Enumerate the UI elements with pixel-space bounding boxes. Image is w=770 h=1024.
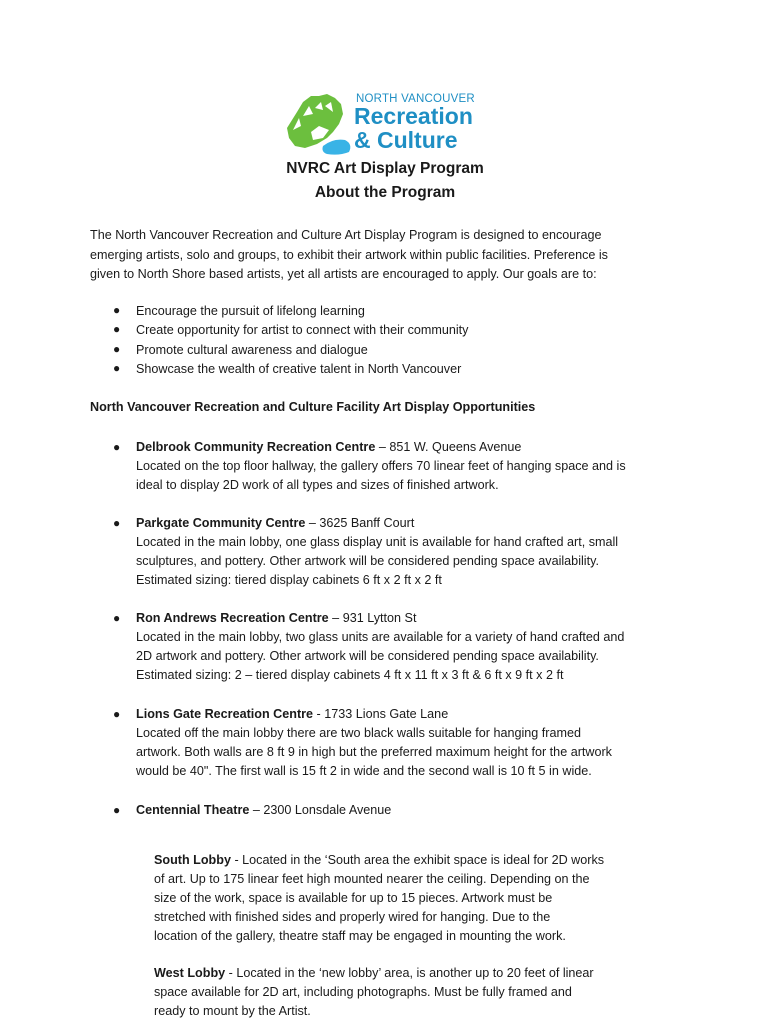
space-description-line: size of the work, space is available for up to 15 pieces. Artwork must be xyxy=(154,891,553,905)
space-name: West Lobby xyxy=(154,966,226,980)
logo-text-north-vancouver: NORTH VANCOUVER xyxy=(356,93,475,105)
facility-description-line: Located off the main lobby there are two black walls suitable for hanging framed xyxy=(136,726,582,740)
facility-address: – 2300 Lonsdale Avenue xyxy=(249,803,392,817)
intro-line: emerging artists, solo and groups, to exhibit their artwork within public facilities. Preference is xyxy=(90,247,608,262)
bullet-icon: ● xyxy=(113,361,121,375)
space-description-line: ready to mount by the Artist. xyxy=(154,1004,311,1018)
bullet-icon: ● xyxy=(113,803,121,817)
section-heading: North Vancouver Recreation and Culture Facility Art Display Opportunities xyxy=(90,400,536,414)
facility-name: Lions Gate Recreation Centre xyxy=(136,707,314,721)
space-description-line: location of the gallery, theatre staff may be engaged in mounting the work. xyxy=(154,929,566,943)
facility-description-line: Estimated sizing: 2 – tiered display cabinets 4 ft x 11 ft x 3 ft & 6 ft x 9 ft x 2 ft xyxy=(136,668,564,682)
space-name: South Lobby xyxy=(154,853,231,867)
facility-name: Delbrook Community Recreation Centre xyxy=(136,440,376,454)
facility-description-line: Located in the main lobby, two glass units are available for a variety of hand crafted and xyxy=(136,630,625,644)
nvrc-logo xyxy=(283,90,493,156)
facility-description-line: sculptures, and pottery. Other artwork will be considered pending space availability. xyxy=(136,554,599,568)
bullet-icon: ● xyxy=(113,516,121,530)
facility-name: Ron Andrews Recreation Centre xyxy=(136,611,329,625)
bullet-icon: ● xyxy=(113,707,121,721)
facility-description-line: 2D artwork and pottery. Other artwork will be considered pending space availability. xyxy=(136,649,599,663)
west-lobby-description xyxy=(154,964,654,1021)
page-title: NVRC Art Display Program xyxy=(286,160,484,177)
goal-item: Encourage the pursuit of lifelong learning xyxy=(136,304,365,318)
facility-description-line: artwork. Both walls are 8 ft 9 in high but the preferred maximum height for the artwork xyxy=(136,745,612,759)
facility-description-line: would be 40". The first wall is 15 ft 2 in wide and the second wall is 10 ft 5 in wide. xyxy=(136,764,592,778)
bullet-icon: ● xyxy=(113,342,121,356)
facility-description-line: Located on the top floor hallway, the gallery offers 70 linear feet of hanging space and is xyxy=(136,459,626,473)
bullet-icon: ● xyxy=(113,322,121,336)
facility-address: – 851 W. Queens Avenue xyxy=(375,440,522,454)
space-description-line: space available for 2D art, including photographs. Must be fully framed and xyxy=(154,985,572,999)
goal-item: Create opportunity for artist to connect with their community xyxy=(136,323,469,337)
facility-name: Parkgate Community Centre xyxy=(136,516,306,530)
intro-line: The North Vancouver Recreation and Culture Art Display Program is designed to encourage xyxy=(90,228,602,242)
facility-address: – 931 Lytton St xyxy=(328,611,417,625)
logo-text-recreation: Recreation xyxy=(354,103,473,129)
facility-parkgate xyxy=(136,514,696,590)
goal-item: Promote cultural awareness and dialogue xyxy=(136,343,368,357)
facility-delbrook xyxy=(136,438,696,495)
bullet-icon: ● xyxy=(113,440,121,454)
hand-logo-icon xyxy=(283,90,353,156)
space-description-line: of art. Up to 175 linear feet high mounted nearer the ceiling. Depending on the xyxy=(154,872,590,886)
bullet-icon: ● xyxy=(113,611,121,625)
facility-address: - 1733 Lions Gate Lane xyxy=(313,707,449,721)
logo-text-culture: & Culture xyxy=(354,127,458,153)
facility-description-line: Located in the main lobby, one glass display unit is available for hand crafted art, small xyxy=(136,535,619,549)
facility-description-line: Estimated sizing: tiered display cabinets 6 ft x 2 ft x 2 ft xyxy=(136,573,442,587)
space-description-line: - Located in the ‘South area the exhibit space is ideal for 2D works xyxy=(230,853,605,867)
facility-address: – 3625 Banff Court xyxy=(305,516,415,530)
facility-lions-gate xyxy=(136,705,696,781)
space-description-line: - Located in the ‘new lobby’ area, is another up to 20 feet of linear xyxy=(225,966,594,980)
facility-name: Centennial Theatre xyxy=(136,803,250,817)
space-description-line: stretched with finished sides and properly wired for hanging. Due to the xyxy=(154,910,551,924)
facility-ron-andrews xyxy=(136,609,696,685)
south-lobby-description xyxy=(154,851,654,946)
page-subtitle: About the Program xyxy=(314,184,456,201)
bullet-icon: ● xyxy=(113,303,121,317)
intro-line: given to North Shore based artists, yet all artists are encouraged to apply. Our goals are to: xyxy=(90,267,597,281)
facility-centennial-theatre xyxy=(136,801,696,820)
goal-item: Showcase the wealth of creative talent in North Vancouver xyxy=(136,362,462,376)
intro-paragraph xyxy=(90,226,690,285)
facility-description-line: ideal to display 2D work of all types and sizes of finished artwork. xyxy=(136,478,499,492)
